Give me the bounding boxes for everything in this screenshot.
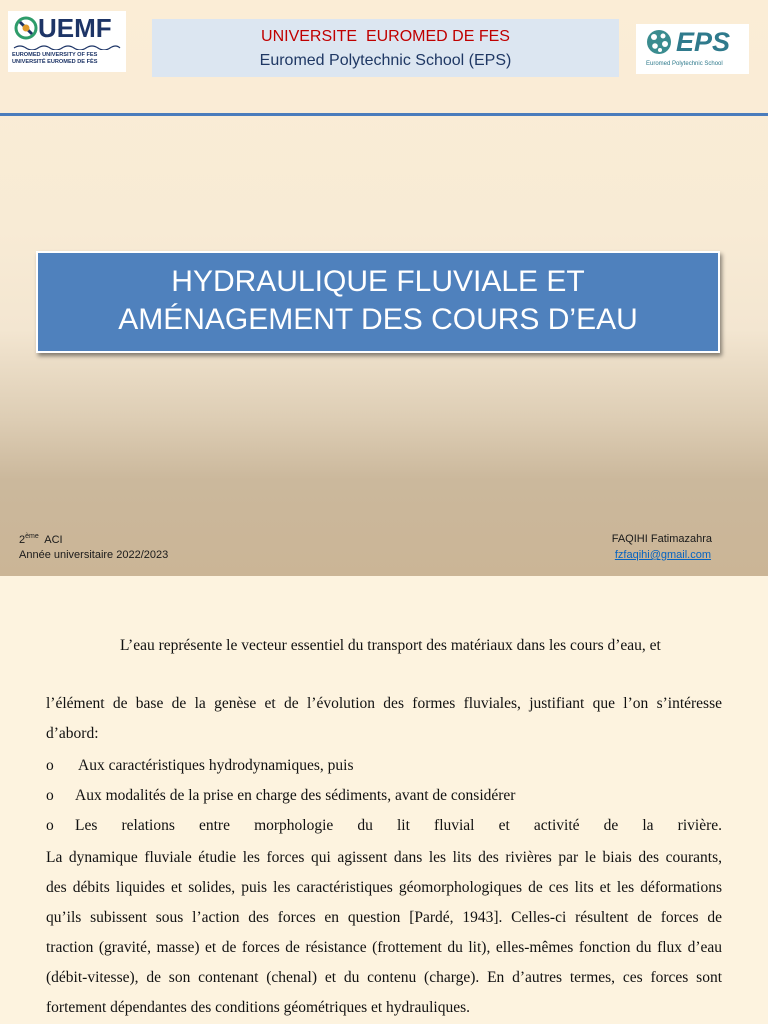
level-number: 2 [19, 534, 26, 546]
course-title-box [36, 251, 720, 353]
university-header [152, 19, 619, 77]
uemf-english-name: EUROMED UNIVERSITY OF FES [12, 52, 98, 58]
course-title-line: AMÉNAGEMENT DES COURS D’EAU [118, 303, 638, 336]
eps-wordmark: EPS [676, 27, 731, 57]
author-email-link[interactable]: fzfaqihi@gmail.com [614, 549, 711, 561]
body-line: fortement dépendantes des conditions géométriques et hydrauliques. [46, 999, 470, 1016]
bullet-marker: o [46, 757, 54, 774]
header-divider [0, 113, 768, 116]
intro-line: L’eau représente le vecteur essentiel du transport des matériaux dans les cours d’eau, et [120, 637, 661, 654]
body-line: La dynamique fluviale étudie les forces qui agissent dans les lits des rivières par le biais des courants, [46, 849, 722, 866]
course-title-line: HYDRAULIQUE FLUVIALE ET [171, 265, 585, 298]
eps-globe-icon [645, 28, 673, 56]
bullet-marker: o [46, 787, 54, 804]
body-line: des débits liquides et solides, puis les caractéristiques géomorphologiques de ces lits et les déformations [46, 879, 722, 896]
uemf-logo [8, 11, 126, 72]
course-level [19, 533, 63, 546]
school-name: Euromed Polytechnic School (EPS) [259, 52, 512, 69]
uemf-arabic-name [12, 44, 122, 50]
eps-tagline: Euromed Polytechnic School [646, 61, 723, 67]
intro-line: l’élément de base de la genèse et de l’évolution des formes fluviales, justifiant que l’on s’intéresse [46, 695, 722, 712]
document-body [0, 576, 768, 1024]
intro-line: d’abord: [46, 725, 99, 742]
eps-logo [636, 24, 749, 74]
uemf-french-name: UNIVERSITÉ EUROMED DE FÈS [12, 59, 98, 65]
course-title [38, 263, 718, 339]
author-name: FAQIHI Fatimazahra [611, 533, 712, 545]
body-line: (débit-vitesse), de son contenant (chenal) et du contenu (charge). En d’autres termes, ces forces sont [46, 969, 722, 986]
uemf-wordmark: UEMF [38, 13, 112, 43]
uemf-logo-icon [14, 16, 38, 40]
university-name: UNIVERSITE EUROMED DE FES [261, 28, 510, 45]
body-line: qu’ils subissent sous l’action des forces en question [Pardé, 1943]. Celles-ci résultent de forces de [46, 909, 722, 926]
academic-year: Année universitaire 2022/2023 [19, 549, 169, 561]
bullet-marker: o [46, 817, 54, 834]
level-suffix: ème [25, 533, 39, 540]
level-label: ACI [44, 534, 63, 546]
bullet-item: Les relations entre morphologie du lit fluvial et activité de la rivière. [75, 817, 722, 834]
bullet-item: Aux caractéristiques hydrodynamiques, puis [78, 757, 354, 774]
body-line: traction (gravité, masse) et de forces de résistance (frottement du lit), elles-mêmes fonction du flux d’eau [46, 939, 722, 956]
bullet-item: Aux modalités de la prise en charge des sédiments, avant de considérer [75, 787, 516, 804]
